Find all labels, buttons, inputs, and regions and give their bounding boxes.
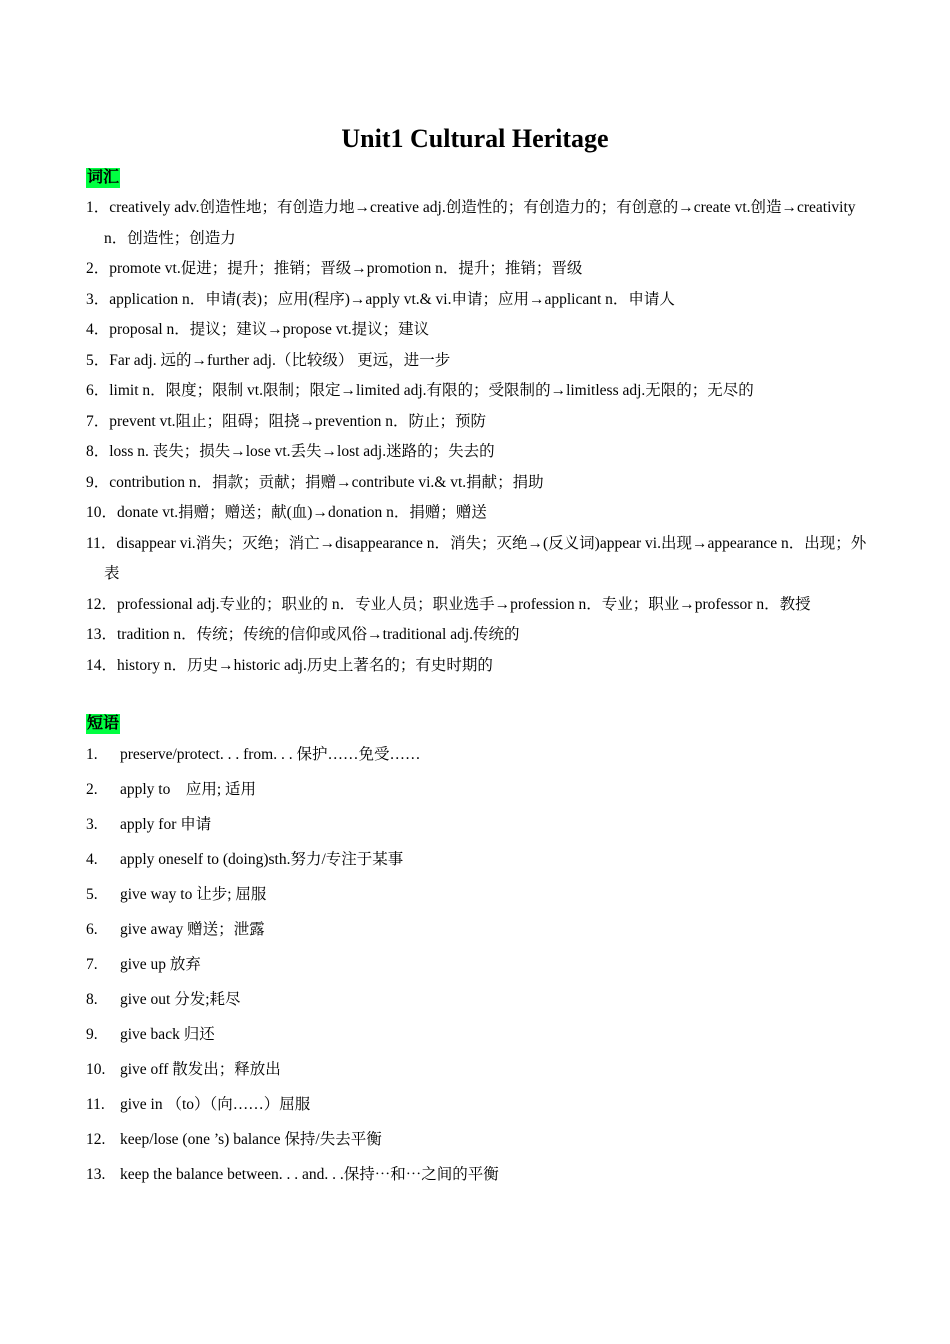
phrase-item (86, 950, 868, 985)
phrase-text: give in （to）（向……）屈服 (120, 1096, 311, 1113)
vocab-item: 12．professional adj.专业的；职业的 n．专业人员；职业选手→profession n．专业；职业→professor n．教授 (86, 595, 811, 613)
vocab-list (86, 193, 868, 681)
vocab-heading: 词汇 (87, 169, 120, 186)
phrase-text: give up 放弃 (120, 956, 201, 973)
vocab-item: 10．donate vt.捐赠；赠送；献(血)→donation n．捐赠；赠送 (86, 504, 487, 521)
phrase-number: 8. (86, 991, 98, 1008)
phrase-item (86, 1055, 868, 1090)
vocab-item: 13．tradition n．传统；传统的信仰或风俗→traditional adj.传统的 (86, 626, 520, 643)
phrase-item (86, 915, 868, 950)
phrase-number: 1. (86, 746, 98, 763)
vocab-item: 3．application n．申请(表)；应用(程序)→apply vt.& vi.申请；应用→applicant n．申请人 (86, 290, 675, 308)
vocab-item: 11．disappear vi.消失；灭绝；消亡→disappearance n．消失；灭绝→(反义词)appear vi.出现→appearance n．出现；外表 (86, 534, 867, 582)
vocab-item: 8．loss n. 丧失；损失→lose vt.丢失→lost adj.迷路的；失去的 (86, 443, 495, 460)
phrase-item (86, 775, 868, 810)
vocab-item: 6．limit n．限度；限制 vt.限制；限定→limited adj.有限的；受限制的→limitless adj.无限的；无尽的 (86, 382, 754, 399)
phrase-number: 9. (86, 1026, 98, 1043)
phrase-text: keep the balance between. . . and. . .保持⋯和⋯之间的平衡 (120, 1166, 499, 1183)
vocab-item: 14．history n．历史→historic adj.历史上著名的；有史时期的 (86, 656, 493, 674)
vocab-item: 9．contribution n．捐款；贡献；捐赠→contribute vi.& vt.捐献；捐助 (86, 473, 544, 491)
phrase-item (86, 880, 868, 915)
phrase-item (86, 1020, 868, 1055)
vocab-item: 4．proposal n．提议；建议→propose vt.提议；建议 (86, 321, 430, 338)
phrase-item (86, 985, 868, 1020)
phrase-text: give off 散发出；释放出 (120, 1061, 281, 1078)
phrase-text: apply for 申请 (120, 816, 212, 833)
phrase-number: 13. (86, 1166, 106, 1183)
phrase-number: 3. (86, 816, 98, 833)
phrase-number: 4. (86, 851, 98, 868)
phrase-item (86, 810, 868, 845)
phrase-number: 11. (86, 1096, 105, 1113)
phrase-item (86, 845, 868, 880)
phrase-text: give way to 让步; 屈服 (120, 886, 267, 903)
phrase-text: apply oneself to (doing)sth.努力/专注于某事 (120, 851, 404, 868)
phrase-item (86, 1160, 868, 1195)
phrase-text: give away 赠送；泄露 (120, 921, 265, 938)
phrase-text: give back 归还 (120, 1026, 215, 1043)
phrase-text: preserve/protect. . . from. . . 保护……免受…… (120, 746, 421, 763)
phrase-list (86, 740, 868, 1195)
phrase-number: 5. (86, 886, 98, 903)
vocab-item: 5．Far adj. 远的→further adj.（比较级） 更远，进一步 (86, 351, 451, 369)
vocab-item: 7．prevent vt.阻止；阻碍；阻挠→prevention n．防止；预防 (86, 412, 486, 430)
phrase-number: 6. (86, 921, 98, 938)
phrase-number: 12. (86, 1131, 106, 1148)
phrases-heading: 短语 (87, 715, 120, 732)
phrase-item (86, 740, 868, 775)
page-title: Unit1 Cultural Heritage (341, 124, 609, 153)
phrase-number: 7. (86, 956, 98, 973)
phrase-number: 10. (86, 1061, 106, 1078)
phrase-item (86, 1090, 868, 1125)
phrase-text: keep/lose (one ’s) balance 保持/失去平衡 (120, 1131, 382, 1148)
phrase-text: apply to 应用; 适用 (120, 781, 257, 798)
phrase-number: 2. (86, 781, 98, 798)
phrase-text: give out 分发;耗尽 (120, 991, 241, 1008)
vocab-item: 2．promote vt.促进；提升；推销；晋级→promotion n．提升；推销；晋级 (86, 260, 583, 277)
vocab-item: 1．creatively adv.创造性地；有创造力地→creative adj.创造性的；有创造力的；有创意的→create vt.创造→creativity n．创造性；创造力 (86, 199, 856, 247)
phrase-item (86, 1125, 868, 1160)
